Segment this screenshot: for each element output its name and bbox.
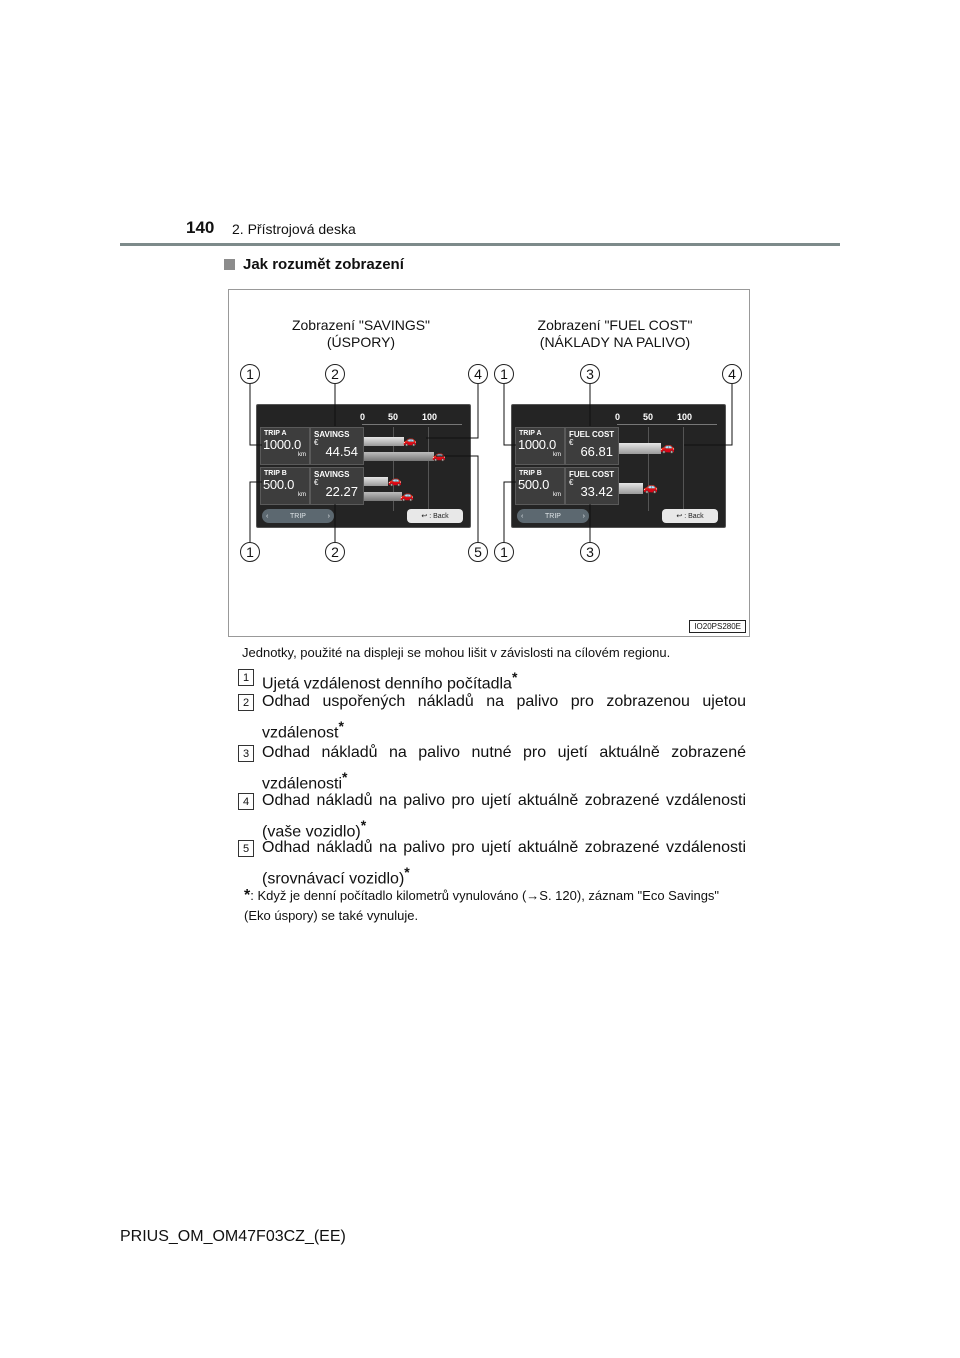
trip-b-box: TRIP B 500.0 km <box>515 467 565 505</box>
scale-0: 0 <box>360 412 366 422</box>
callout-5: 5 <box>468 542 488 562</box>
page-number: 140 <box>186 218 215 237</box>
callout-1: 1 <box>494 364 514 384</box>
list-item: 2 Odhad uspořených nákladů na palivo pro zobrazenou ujetou vzdálenost* <box>238 690 746 745</box>
back-button[interactable]: ↩ : Back <box>662 509 718 523</box>
trip-switch-button[interactable]: ‹ TRIP › <box>517 509 589 523</box>
callout-2: 2 <box>325 542 345 562</box>
right-caption-line2: (NÁKLADY NA PALIVO) <box>539 334 691 350</box>
scale-50: 50 <box>388 412 399 422</box>
trip-a-box: TRIP A 1000.0 km <box>515 427 565 465</box>
back-arrow-icon: ↩ <box>421 513 428 520</box>
scale-50: 50 <box>643 412 654 422</box>
left-caption-line2: (ÚSPORY) <box>326 334 396 350</box>
item-number: 3 <box>238 745 254 762</box>
footnote: *: Když je denní počítadlo kilometrů vynulováno (→S. 120), záznam "Eco Savings" (Eko úspory) se také vynuluje. <box>244 887 720 923</box>
callout-3: 3 <box>580 364 600 384</box>
back-arrow-icon: ↩ <box>676 513 683 520</box>
comparison-car-icon: 🚗 <box>432 450 446 462</box>
savings-b-box: SAVINGS € 22.27 <box>310 467 364 505</box>
callout-1: 1 <box>240 364 260 384</box>
trip-b-box: TRIP B 500.0 km <box>260 467 310 505</box>
item-number: 2 <box>238 694 254 711</box>
units-note: Jednotky, použité na displeji se mohou lišit v závislosti na cílovém regionu. <box>242 645 671 660</box>
item-number: 5 <box>238 840 254 857</box>
chevron-right-icon: › <box>327 512 330 520</box>
item-number: 1 <box>238 669 254 686</box>
callout-1: 1 <box>240 542 260 562</box>
right-caption-line1: Zobrazení "FUEL COST" <box>537 317 693 333</box>
own-car-icon: 🚗 <box>660 440 675 454</box>
scale-100: 100 <box>677 412 693 422</box>
callout-1: 1 <box>494 542 514 562</box>
display-figure <box>228 289 750 637</box>
callout-4: 4 <box>468 364 488 384</box>
own-car-icon: 🚗 <box>403 435 417 447</box>
chevron-left-icon: ‹ <box>266 512 269 520</box>
scale-0: 0 <box>615 412 621 422</box>
trip-a-box: TRIP A 1000.0 km <box>260 427 310 465</box>
own-car-icon: 🚗 <box>388 475 402 487</box>
left-caption-line1: Zobrazení "SAVINGS" <box>291 317 431 333</box>
item-number: 4 <box>238 793 254 810</box>
document-code: PRIUS_OM_OM47F03CZ_(EE) <box>120 1228 346 1245</box>
fuel-cost-a-box: FUEL COST € 66.81 <box>565 427 619 465</box>
list-item: 4 Odhad nákladů na palivo pro ujetí aktuálně zobrazené vzdálenosti (vaše vozidlo)* <box>238 789 746 844</box>
fuel-cost-b-box: FUEL COST € 33.42 <box>565 467 619 505</box>
comparison-car-icon: 🚗 <box>400 490 414 502</box>
scale-100: 100 <box>422 412 438 422</box>
own-car-icon: 🚗 <box>643 480 658 494</box>
list-item: 1 Ujetá vzdálenost denního počítadla* <box>238 665 746 696</box>
section-heading <box>224 256 404 273</box>
chevron-right-icon: › <box>582 512 585 520</box>
chevron-left-icon: ‹ <box>521 512 524 520</box>
list-item: 5 Odhad nákladů na palivo pro ujetí aktuálně zobrazené vzdálenosti (srovnávací vozidlo)* <box>238 836 746 891</box>
header-rule <box>120 243 840 246</box>
trip-switch-button[interactable]: ‹ TRIP › <box>262 509 334 523</box>
callout-2: 2 <box>325 364 345 384</box>
savings-a-box: SAVINGS € 44.54 <box>310 427 364 465</box>
figure-code: IO20PS280E <box>689 620 746 633</box>
square-bullet-icon <box>224 259 235 270</box>
callout-4: 4 <box>722 364 742 384</box>
back-button[interactable]: ↩ : Back <box>407 509 463 523</box>
section-title: 2. Přístrojová deska <box>232 221 356 237</box>
list-item: 3 Odhad nákladů na palivo nutné pro ujetí aktuálně zobrazené vzdálenosti* <box>238 741 746 796</box>
callout-3: 3 <box>580 542 600 562</box>
callout-leader-lines <box>229 290 749 636</box>
heading-text: Jak rozumět zobrazení <box>243 256 404 273</box>
